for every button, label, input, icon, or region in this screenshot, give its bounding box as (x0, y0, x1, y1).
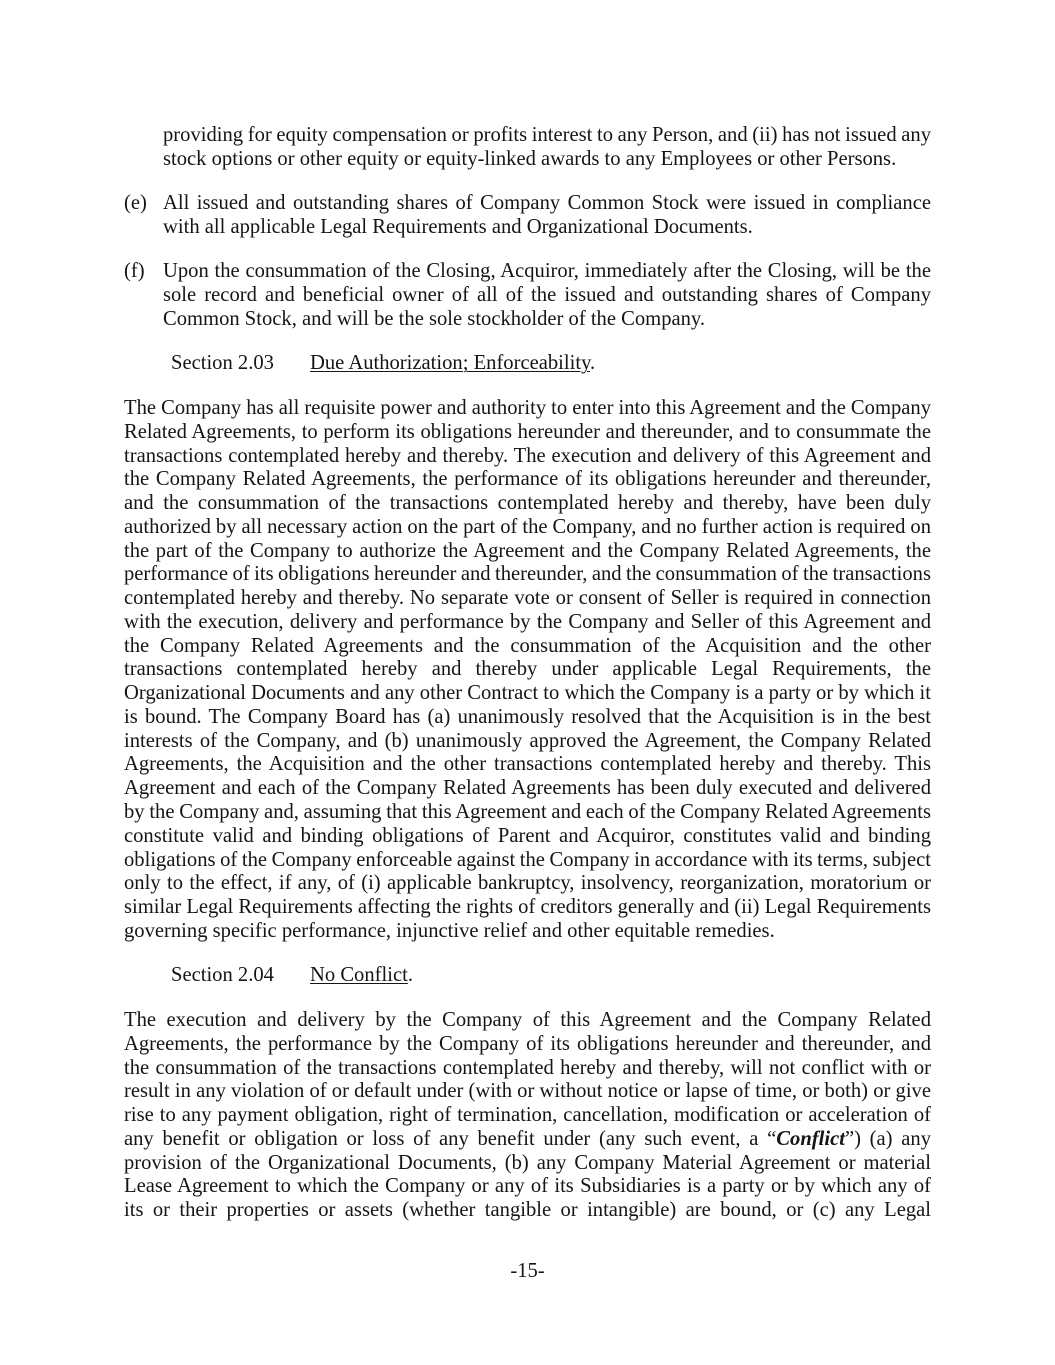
section-title: No Conflict (310, 964, 408, 986)
text-line: obligations of the Company enforceable against the Company in accordance with its terms, subject (124, 848, 931, 871)
section-heading-2-03 (124, 352, 931, 376)
text-line: providing for equity compensation or profits interest to any Person, and (ii) has not issued any (163, 124, 931, 146)
text-line: provision of the Organizational Documents, (b) any Company Material Agreement or material (124, 1151, 931, 1174)
text-line: governing specific performance, injunctive relief and other equitable remedies. (124, 919, 775, 942)
text-line: is bound. The Company Board has (a) unanimously resolved that the Acquisition is in the best (124, 705, 931, 728)
continued-paragraph (163, 124, 931, 172)
section-title: Due Authorization; Enforceability (310, 352, 591, 374)
text-line: the consummation of the transactions contemplated hereby and thereby, will not conflict with or (124, 1056, 931, 1079)
section-number: Section 2.04 (171, 964, 274, 986)
text-line: stock options or other equity or equity-linked awards to any Employees or other Persons. (163, 147, 897, 170)
text-line: constitute valid and binding obligations of Parent and Acquiror, constitutes valid and binding (124, 824, 931, 847)
text-line: All issued and outstanding shares of Company Common Stock were issued in compliance (163, 192, 931, 214)
section-heading-2-04 (124, 964, 931, 988)
defined-term-conflict: Conflict (776, 1127, 845, 1150)
text-line: Common Stock, and will be the sole stockholder of the Company. (163, 307, 706, 330)
text-line: the part of the Company to authorize the Agreement and the Company Related Agreements, the (124, 539, 931, 562)
text-line: Organizational Documents and any other Contract to which the Company is a party or by which it (124, 682, 931, 705)
text-line: authorized by all necessary action on the part of the Company, and no further action is required on (124, 515, 931, 538)
text-segment: ”) (a) any (844, 1127, 931, 1150)
text-line: performance of its obligations hereunder and thereunder, and the consummation of the transactions (124, 563, 931, 586)
text-line: rise to any payment obligation, right of termination, cancellation, modification or acceleration of (124, 1104, 931, 1127)
text-line: Agreements, the Acquisition and the other transactions contemplated hereby and thereby. This (124, 753, 931, 776)
section-title-wrapper (310, 964, 413, 988)
text-line: Lease Agreement to which the Company or any of its Subsidiaries is a party or by which any of (124, 1175, 931, 1198)
section-body-2-03 (124, 397, 931, 944)
text-line: by the Company and, assuming that this Agreement and each of the Company Related Agreements (124, 801, 931, 824)
text-line: result in any violation of or default under (with or without notice or lapse of time, or both) or give (124, 1080, 931, 1103)
list-item-text (163, 192, 931, 240)
text-line: Related Agreements, to perform its obligations hereunder and thereunder, and to consummate the (124, 420, 931, 443)
text-segment: any benefit or obligation or loss of any benefit under (any such event, a “ (124, 1127, 777, 1150)
list-item-text (163, 260, 931, 331)
text-line: with the execution, delivery and performance by the Company and Seller of this Agreement and (124, 610, 931, 633)
text-line: Upon the consummation of the Closing, Acquiror, immediately after the Closing, will be the (163, 260, 931, 282)
text-line: contemplated hereby and thereby. No separate vote or consent of Seller is required in connection (124, 587, 931, 610)
text-line: only to the effect, if any, of (i) applicable bankruptcy, insolvency, reorganization, moratorium or (124, 872, 931, 895)
section-title-period: . (407, 964, 413, 986)
text-line: with all applicable Legal Requirements and Organizational Documents. (163, 215, 753, 238)
page-number: -15- (510, 1260, 545, 1282)
text-line: transactions contemplated hereby and thereby under applicable Legal Requirements, the (124, 658, 931, 681)
text-line: transactions contemplated hereby and thereby. The execution and delivery of this Agreement and (124, 444, 931, 467)
text-line-with-defined-term (124, 1128, 931, 1152)
text-line: the Company Related Agreements and the consummation of the Acquisition and the other (124, 634, 931, 657)
text-line: The execution and delivery by the Company of this Agreement and the Company Related (124, 1009, 931, 1031)
text-line: sole record and beneficial owner of all of the issued and outstanding shares of Company (163, 283, 931, 306)
list-item-label: (f) (124, 260, 145, 282)
text-line: its or their properties or assets (whether tangible or intangible) are bound, or (c) any Legal (124, 1199, 931, 1222)
section-title-period: . (590, 352, 596, 374)
text-line: Agreement and each of the Company Related Agreements has been duly executed and delivered (124, 777, 931, 800)
text-line: the Company Related Agreements, the performance of its obligations hereunder and thereunder, (124, 468, 931, 491)
section-title-wrapper (310, 352, 595, 376)
text-line: and the consummation of the transactions contemplated hereby and thereby, have been duly (124, 492, 931, 515)
list-item-label: (e) (124, 192, 147, 214)
text-line: interests of the Company, and (b) unanimously approved the Agreement, the Company Related (124, 729, 931, 752)
text-line: Agreements, the performance by the Company of its obligations hereunder and thereunder, and (124, 1032, 931, 1055)
section-body-2-04 (124, 1009, 931, 1223)
text-line: similar Legal Requirements affecting the rights of creditors generally and (ii) Legal Requirements (124, 896, 931, 919)
text-line: The Company has all requisite power and authority to enter into this Agreement and the Company (124, 397, 931, 419)
section-number: Section 2.03 (171, 352, 274, 374)
